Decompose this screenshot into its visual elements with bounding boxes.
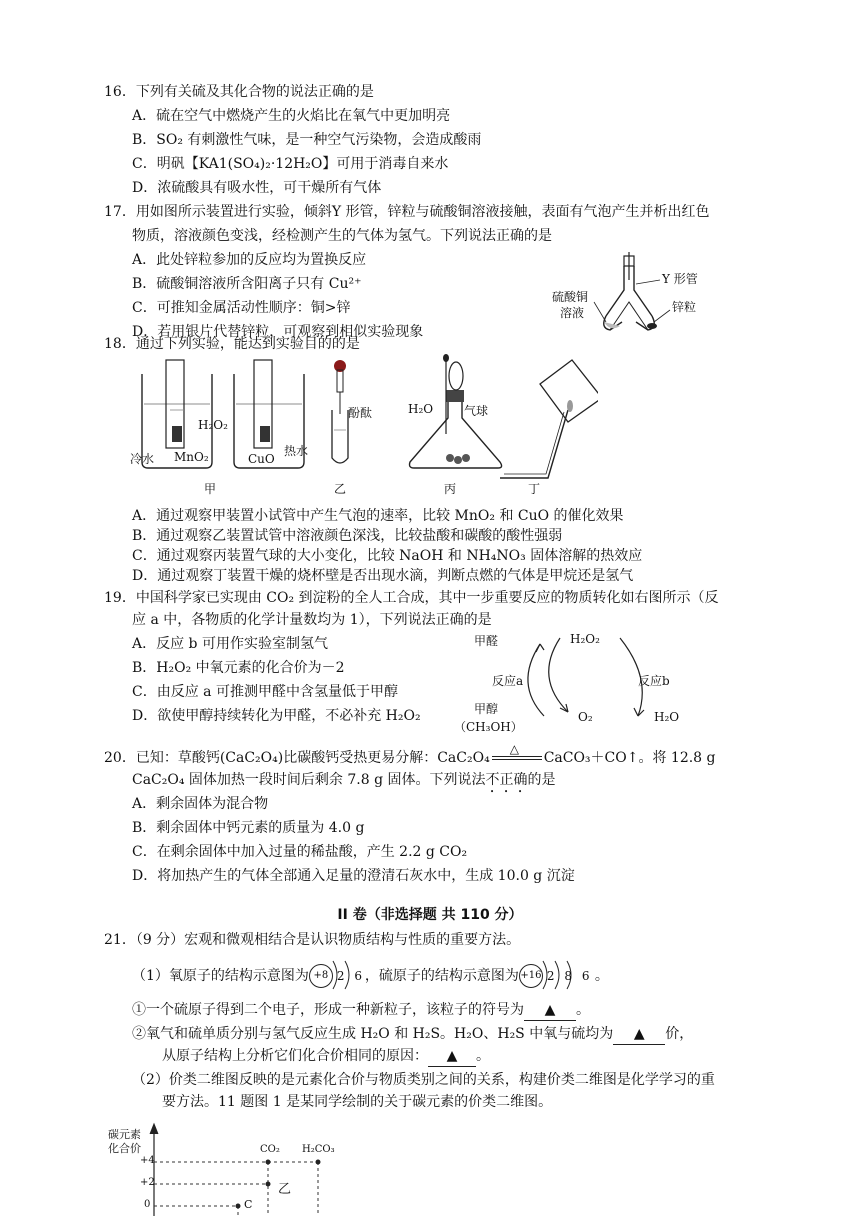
q17-option-a: A．此处锌粒参加的反应均为置换反应: [132, 252, 367, 268]
q21-item1-text: ①一个硫原子得到二个电子，形成一种新粒子，该粒子的符号为: [132, 1002, 524, 1018]
q16-stem: 16．下列有关硫及其化合物的说法正确的是: [104, 84, 374, 100]
q21-item2-reason: [162, 1046, 490, 1067]
q20-stem-line2: [132, 770, 556, 796]
q17-option-c: C．可推知金属活动性顺序：铜>锌: [132, 300, 351, 316]
q17-option-b: B．硫酸铜溶液所含阳离子只有 Cu²⁺: [132, 276, 362, 292]
answer-blank-1[interactable]: ▲: [524, 1000, 576, 1021]
reaction-b-label: 反应b: [638, 674, 670, 688]
q21-p1-text-b: ，硫原子的结构示意图为: [364, 968, 519, 984]
co2-point-label: CO₂: [260, 1144, 280, 1155]
bing-label: 丙: [444, 482, 457, 496]
cold-water-label: 冷水: [130, 452, 155, 466]
q20-stem-part4: 的是: [527, 772, 556, 788]
h2o2-label: H₂O₂: [198, 418, 228, 432]
q18-option-c: C．通过观察丙装置气球的大小变化，比较 NaOH 和 NH₄NO₃ 固体溶解的热效应: [132, 548, 643, 564]
q16-option-d: D．浓硫酸具有吸水性，可干燥所有气体: [132, 180, 382, 196]
equation-line-top: [492, 756, 542, 757]
zinc-label: 锌粒: [672, 300, 697, 314]
q21-p1-text-a: （1）氧原子的结构示意图为: [132, 968, 309, 984]
q17-stem-line2: 物质，溶液颜色变浅，经检测产生的气体为氢气。下列说法正确的是: [132, 228, 552, 244]
q18-option-b: B．通过观察乙装置试管中溶液颜色深浅，比较盐酸和碳酸的酸性强弱: [132, 528, 563, 544]
q17-stem-line1: 17．用如图所示装置进行实验，倾斜Y 形管，锌粒与硫酸铜溶液接触，表面有气泡产生并析出红色: [104, 204, 710, 220]
q21-item1: [132, 1000, 590, 1021]
ding-label: 丁: [528, 482, 541, 496]
jia-label: 甲: [204, 482, 217, 496]
answer-blank-3[interactable]: ▲: [428, 1046, 476, 1067]
mno2-label: MnO₂: [174, 450, 209, 464]
oxygen-nucleus: +8: [309, 964, 333, 988]
chart-ylabel-2: 化合价: [108, 1142, 141, 1155]
q21-part1-line: [132, 966, 609, 986]
heat-condition: [490, 742, 544, 765]
h2o2-label: H₂O₂: [570, 632, 600, 646]
q21-p1-text-c: 。: [594, 968, 609, 984]
y-tube-label: Y 形管: [662, 272, 698, 286]
q18-apparatus-figure: [128, 354, 598, 499]
sulfur-nucleus: +16: [519, 964, 543, 988]
sulfur-electrons: 2 8 6: [546, 969, 593, 983]
q20-stem-part2: CaCO₃＋CO↑。将 12.8 g: [543, 750, 716, 766]
q19-stem-line2: 应 a 中，各物质的化学计量数均为 1），下列说法正确的是: [132, 612, 492, 628]
q19-option-d: D．欲使甲醇持续转化为甲醛，不必补充 H₂O₂: [132, 708, 421, 724]
q21-item2-text: ②氧气和硫单质分别与氢气反应生成 H₂O 和 H₂S。H₂O、H₂S 中氧与硫均为: [132, 1026, 614, 1042]
phenolphthalein-label: 酚酞: [348, 406, 373, 420]
q21-part2-line2: 要方法。11 题图 1 是某同学绘制的关于碳元素的价类二维图。: [162, 1094, 553, 1110]
q21-reason-end: 。: [476, 1048, 490, 1064]
q18-option-d: D．通过观察丁装置干燥的烧杯壁是否出现水滴，判断点燃的气体是甲烷还是氢气: [132, 568, 634, 584]
q20-option-d: D．将加热产生的气体全部通入足量的澄清石灰水中，生成 10.0 g 沉淀: [132, 868, 575, 884]
tick-plus2: +2: [140, 1177, 155, 1188]
cuso4-label-2: 溶液: [560, 306, 585, 320]
q20-stem-line1: [104, 742, 716, 768]
q16-option-c: C．明矾【KA1(SO₄)₂·12H₂O】可用于消毒自来水: [132, 156, 449, 172]
q19-option-b: B．H₂O₂ 中氧元素的化合价为－2: [132, 660, 345, 676]
carbon-valence-chart: [106, 1122, 366, 1216]
yi-point-label: 乙: [278, 1182, 292, 1197]
answer-blank-2[interactable]: ▲: [613, 1024, 665, 1045]
q19-reaction-cycle: [452, 628, 702, 738]
q18-option-a: A．通过观察甲装置小试管中产生气泡的速率，比较 MnO₂ 和 CuO 的催化效果: [132, 508, 624, 524]
q16-option-a: A．硫在空气中燃烧产生的火焰比在氧气中更加明亮: [132, 108, 451, 124]
q20-option-a: A．剩余固体为混合物: [132, 796, 269, 812]
q21-part2-line1: （2）价类二维图反映的是元素化合价与物质类别之间的关系，构建价类二维图是化学学习的重: [132, 1072, 715, 1088]
q20-stem-part1: 20．已知：草酸钙(CaC₂O₄)比碳酸钙受热更易分解：CaC₂O₄: [104, 750, 490, 766]
oxygen-atom-diagram: [309, 966, 365, 986]
methanol-label: 甲醇: [474, 702, 499, 716]
sulfur-atom-diagram: [519, 966, 595, 986]
q21-item2: [132, 1024, 693, 1045]
q16-option-b: B．SO₂ 有刺激性气味，是一种空气污染物，会造成酸雨: [132, 132, 482, 148]
chart-ylabel-1: 碳元素: [108, 1128, 141, 1141]
tick-zero: 0: [144, 1199, 151, 1210]
h2o-label: H₂O: [654, 710, 680, 724]
cuso4-label-1: 硫酸铜: [552, 290, 589, 304]
q21-item1-end: 。: [576, 1002, 590, 1018]
q19-option-c: C．由反应 a 可推测甲醛中含氢量低于甲醇: [132, 684, 398, 700]
y-tube-figure: [548, 250, 728, 340]
water-label: H₂O: [408, 402, 434, 416]
q21-stem: 21．（9 分）宏观和微观相结合是认识物质结构与性质的重要方法。: [104, 932, 521, 948]
o2-label: O₂: [578, 710, 593, 724]
reaction-a-label: 反应a: [492, 674, 524, 688]
oxygen-electrons: 2 6: [336, 969, 366, 983]
c-point-label: C: [244, 1198, 253, 1211]
q17-option-d: D．若用银片代替锌粒，可观察到相似实验现象: [132, 324, 424, 340]
balloon-label: 气球: [464, 404, 489, 418]
yi-label: 乙: [334, 482, 347, 496]
cuo-label: CuO: [248, 452, 275, 466]
tick-plus4: +4: [140, 1155, 155, 1166]
section-title: II 卷（非选择题 共 110 分）: [337, 907, 523, 923]
equation-line-bottom: [492, 759, 542, 760]
heat-symbol: △: [509, 742, 519, 756]
q19-stem-line1: 19．中国科学家已实现由 CO₂ 到淀粉的全人工合成，其中一步重要反应的物质转化如右图所示（反: [104, 590, 719, 606]
q20-stem-part3: CaC₂O₄ 固体加热一段时间后剩余 7.8 g 固体。下列说法: [132, 772, 486, 788]
q20-option-c: C．在剩余固体中加入过量的稀盐酸，产生 2.2 g CO₂: [132, 844, 468, 860]
ch3oh-label: （CH₃OH）: [454, 720, 523, 734]
hot-water-label: 热水: [284, 444, 309, 458]
h2co3-point-label: H₂CO₃: [302, 1144, 335, 1155]
q20-option-b: B．剩余固体中钙元素的质量为 4.0 g: [132, 820, 365, 836]
q21-item2-end: 价，: [665, 1026, 694, 1042]
q18-stem: 18．通过下列实验，能达到实验目的的是: [104, 336, 360, 352]
q21-reason-text: 从原子结构上分析它们化合价相同的原因：: [162, 1048, 428, 1064]
q19-option-a: A．反应 b 可用作实验室制氢气: [132, 636, 328, 652]
q20-emphasis: 不正确: [485, 772, 528, 788]
methanal-label: 甲醛: [474, 634, 499, 648]
